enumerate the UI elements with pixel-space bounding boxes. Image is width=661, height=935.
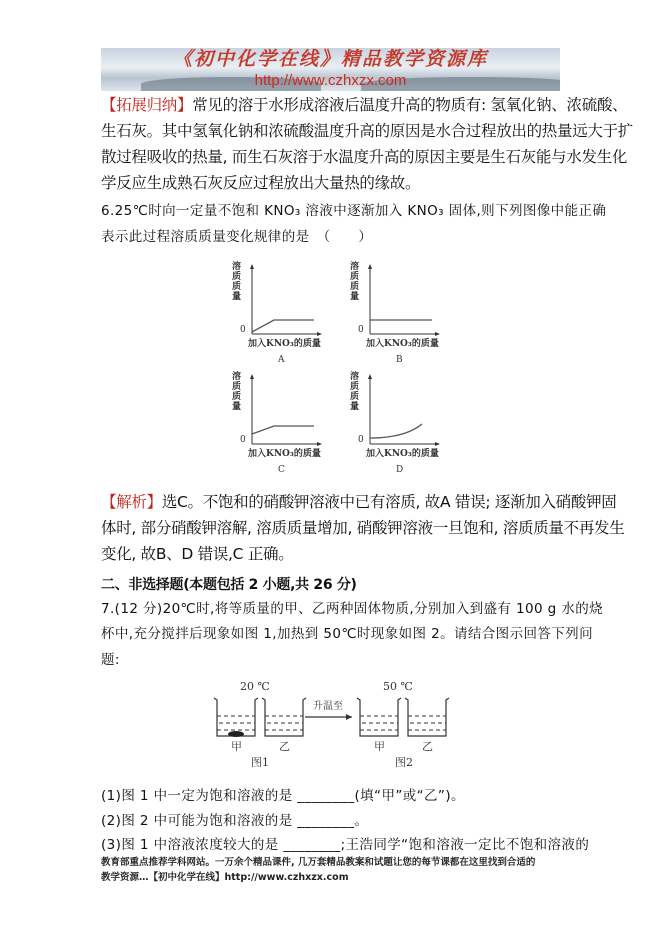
temp-2: 50 ℃ [383, 680, 413, 693]
sub-question: (1)图 1 中一定为饱和溶液的是 ________(填“甲”或“乙”)。 [101, 788, 465, 804]
arrow-label: 升温至 [313, 701, 343, 712]
footer-line: 教学资源…【初中化学在线】http://www.czhxzx.com [101, 872, 349, 883]
label-jia: 甲 [231, 740, 242, 753]
y-axis-arrow [368, 374, 372, 379]
label-yi: 乙 [279, 740, 290, 753]
origin-label: 0 [358, 435, 364, 445]
label-jia: 甲 [374, 740, 385, 753]
graph-c [232, 372, 342, 477]
graph-label: B [396, 355, 403, 365]
sub-question: (2)图 2 中可能为饱和溶液的是 ________。 [101, 813, 369, 829]
footer-line: 教育部重点推荐学科网站。一万余个精品课件, 几万套精品教案和试题让您的每节课都在这里找到合适的 [101, 857, 536, 868]
graph-curve [370, 424, 422, 438]
q6-line: 表示此过程溶质质量变化规律的是 （ ） [101, 229, 373, 245]
y-axis-label: 溶质质量 [232, 262, 242, 302]
graph-label: C [278, 465, 285, 475]
x-axis-label: 加入KNO₃的质量 [366, 449, 439, 459]
banner-title: 《初中化学在线》精品教学资源库 [172, 48, 488, 70]
expand-line: 散过程吸收的热量, 而生石灰溶于水温度升高的原因主要是生石灰能与水发生化 [101, 148, 628, 166]
x-axis-arrow [435, 332, 440, 336]
analysis-line: 变化, 故B、D 错误,C 正确。 [101, 545, 294, 563]
section-heading: 二、非选择题(本题包括 2 小题,共 26 分) [101, 577, 357, 593]
x-axis-label: 加入KNO₃的质量 [248, 449, 321, 459]
graph-curve [252, 426, 314, 434]
analysis-tag: 【解析】 [101, 493, 162, 511]
q7-line: 杯中,充分搅拌后现象如图 1,加热到 50℃时现象如图 2。请结合图示回答下列问 [101, 626, 593, 642]
y-axis-arrow [250, 374, 254, 379]
analysis-line: 体时, 部分硝酸钾溶解, 溶质质量增加, 硝酸钾溶液一旦饱和, 溶质质量不再发生 [101, 519, 625, 537]
y-axis-label: 溶质质量 [232, 372, 242, 412]
banner [101, 48, 560, 91]
sub-question: (3)图 1 中溶液浓度较大的是 ________;王浩同学“饱和溶液一定比不饱和溶液的 [101, 837, 590, 853]
expand-tag: 【拓展归纳】 [101, 96, 193, 114]
fig2-caption: 图2 [395, 756, 413, 769]
graph-label: A [278, 355, 285, 365]
graph-d [350, 372, 460, 477]
graph-curve [252, 320, 314, 332]
y-axis-arrow [250, 264, 254, 269]
x-axis-arrow [317, 332, 322, 336]
expand-line: 学反应生成熟石灰反应过程放出大量热的缘故。 [101, 174, 421, 192]
q7-line: 题: [101, 652, 120, 668]
x-axis-label: 加入KNO₃的质量 [248, 339, 321, 349]
graph-label: D [396, 465, 404, 475]
x-axis-label: 加入KNO₃的质量 [366, 339, 439, 349]
q7-line: 7.(12 分)20℃时,将等质量的甲、乙两种固体物质,分别加入到盛有 100 g 水的烧 [101, 601, 604, 617]
label-yi: 乙 [422, 740, 433, 753]
analysis-line: 选C。不饱和的硝酸钾溶液中已有溶质, 故A 错误; 逐渐加入硝酸钾固 [161, 493, 617, 511]
q6-line: 6.25℃时向一定量不饱和 KNO₃ 溶液中逐渐加入 KNO₃ 固体,则下列图像中能正确 [101, 203, 607, 219]
y-axis-label: 溶质质量 [350, 372, 360, 412]
origin-label: 0 [240, 325, 246, 335]
banner-url: http://www.czhxzx.com [254, 72, 407, 89]
fig1-caption: 图1 [251, 756, 269, 769]
y-axis-label: 溶质质量 [350, 262, 360, 302]
x-axis-arrow [317, 442, 322, 446]
graph-b [350, 262, 460, 367]
expand-line: 生石灰。其中氢氧化钠和浓硫酸温度升高的原因是水合过程放出的热量远大于扩 [101, 122, 634, 140]
graph-a [232, 262, 342, 367]
temp-1: 20 ℃ [240, 680, 270, 693]
expand-line: 常见的溶于水形成溶液后温度升高的物质有: 氢氧化钠、浓硫酸、 [192, 96, 628, 114]
beaker-figure [207, 678, 457, 770]
undissolved-solid [228, 731, 244, 737]
origin-label: 0 [240, 435, 246, 445]
x-axis-arrow [435, 442, 440, 446]
y-axis-arrow [368, 264, 372, 269]
origin-label: 0 [358, 325, 364, 335]
